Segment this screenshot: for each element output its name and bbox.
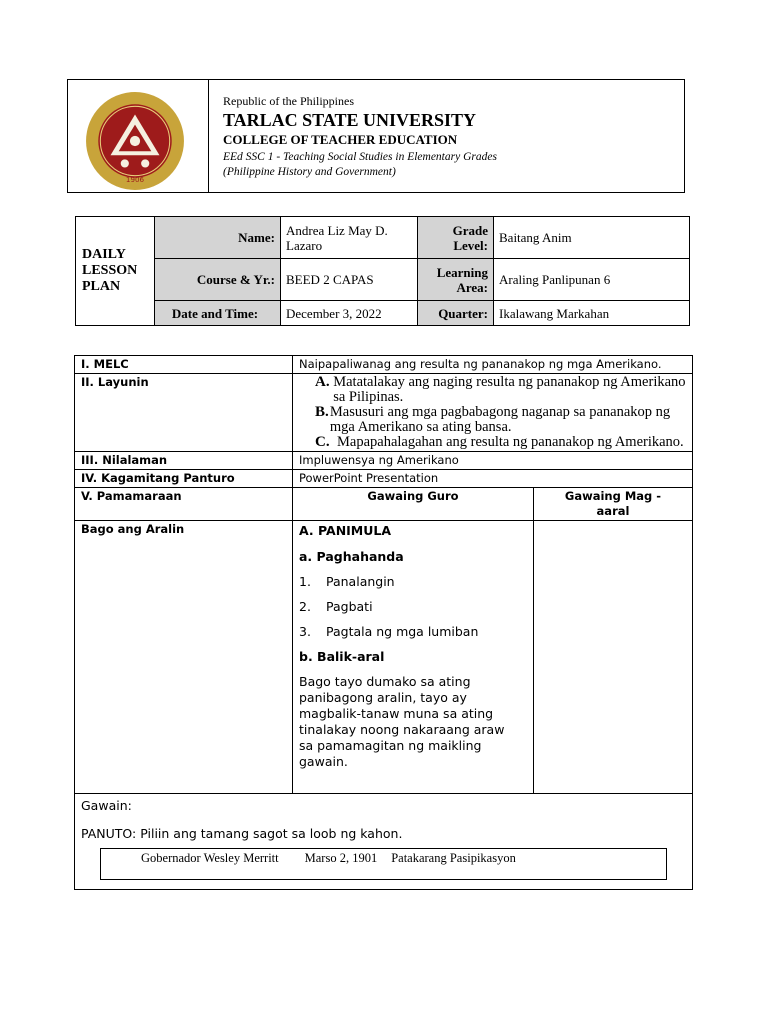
melc-value: Naipapaliwanag ang resulta ng pananakop ng mga Amerikano. (293, 356, 693, 374)
list-item (299, 624, 527, 640)
college-name: COLLEGE OF TEACHER EDUCATION (223, 132, 458, 147)
choice-item: Patakarang Pasipikasyon (391, 851, 516, 865)
nilalaman-label: III. Nilalaman (75, 452, 293, 470)
gawaing-magaaral-content (534, 521, 693, 794)
header-box (67, 79, 685, 193)
lesson-procedure-table (74, 355, 693, 890)
layunin-label: II. Layunin (75, 374, 293, 452)
list-text: Pagtala ng mga lumiban (326, 624, 479, 639)
list-item (299, 574, 527, 590)
melc-label: I. MELC (75, 356, 293, 374)
course-subtitle: (Philippine History and Government) (223, 166, 396, 178)
university-name: TARLAC STATE UNIVERSITY (223, 110, 477, 130)
quarter-label: Quarter: (418, 301, 494, 326)
objective-item (315, 405, 686, 435)
course-year-label: Course & Yr.: (155, 259, 281, 301)
course-year-value: BEED 2 CAPAS (281, 259, 418, 301)
bago-ang-aralin-label: Bago ang Aralin (75, 521, 293, 794)
course-title: EEd SSC 1 - Teaching Social Studies in Elementary Grades (223, 151, 497, 163)
list-item (299, 599, 527, 615)
objective-item (315, 375, 686, 405)
list-text: Panalangin (326, 574, 395, 589)
objective-text: Masusuri ang mga pagbabagong naganap sa pananakop ng mga Amerikano sa ating bansa. (329, 404, 671, 435)
objectives-cell (293, 374, 693, 452)
balik-aral-text: Bago tayo dumako sa ating panibagong aralin, tayo ay magbalik-tanaw muna sa ating tinalakay noong nakaraang araw sa pamamagitan ng maikling gawain. (299, 674, 505, 769)
date-time-label: Date and Time: (155, 301, 281, 326)
grade-level-label: Grade Level: (418, 217, 494, 259)
panuto-text: PANUTO: Piliin ang tamang sagot sa loob ng kahon. (81, 826, 403, 841)
gawaing-guro-header: Gawaing Guro (293, 488, 534, 521)
objective-item (315, 435, 686, 450)
kagamitan-label: IV. Kagamitang Panturo (75, 470, 293, 488)
nilalaman-value: Impluwensya ng Amerikano (293, 452, 693, 470)
list-number: 3. (299, 624, 311, 639)
objective-letter: B. (315, 404, 329, 420)
dlp-title-text: DAILY LESSON PLAN (82, 247, 138, 294)
objective-letter: C. (315, 434, 330, 450)
name-label: Name: (155, 217, 281, 259)
choices-box (100, 848, 667, 880)
grade-level-value: Baitang Anim (494, 217, 690, 259)
republic-label: Republic of the Philippines (223, 94, 354, 108)
date-time-value: December 3, 2022 (281, 301, 418, 326)
name-value: Andrea Liz May D. Lazaro (281, 217, 418, 259)
kagamitan-value: PowerPoint Presentation (293, 470, 693, 488)
gawain-cell (75, 794, 693, 890)
university-seal-logo (84, 90, 186, 192)
objective-letter: A. (315, 374, 330, 390)
objective-text: Mapapahalagahan ang resulta ng pananakop ng Amerikano. (337, 434, 684, 450)
header-divider (208, 80, 209, 192)
quarter-value: Ikalawang Markahan (494, 301, 690, 326)
learning-area-value: Araling Panlipunan 6 (494, 259, 690, 301)
learning-area-label: Learning Area: (418, 259, 494, 301)
choice-item: Marso 2, 1901 (304, 851, 378, 865)
objective-text: Matatalakay ang naging resulta ng pananakop ng Amerikano sa Pilipinas. (333, 374, 686, 405)
header-text (223, 94, 673, 180)
pamamaraan-label: V. Pamamaraan (75, 488, 293, 521)
lesson-info-table (75, 216, 690, 326)
gawaing-magaaral-header: Gawaing Mag - aaral (534, 488, 693, 521)
list-number: 1. (299, 574, 311, 589)
panimula-heading: A. PANIMULA (299, 523, 392, 538)
balik-aral-heading: b. Balik-aral (299, 649, 385, 664)
paghahanda-heading: a. Paghahanda (299, 549, 404, 564)
gawaing-guro-content (293, 521, 534, 794)
list-number: 2. (299, 599, 311, 614)
choice-item: Gobernador Wesley Merritt (141, 851, 279, 865)
list-text: Pagbati (326, 599, 373, 614)
daily-lesson-plan-title (76, 217, 155, 326)
svg-text:1906: 1906 (125, 174, 145, 184)
gawain-label: Gawain: (81, 798, 132, 813)
